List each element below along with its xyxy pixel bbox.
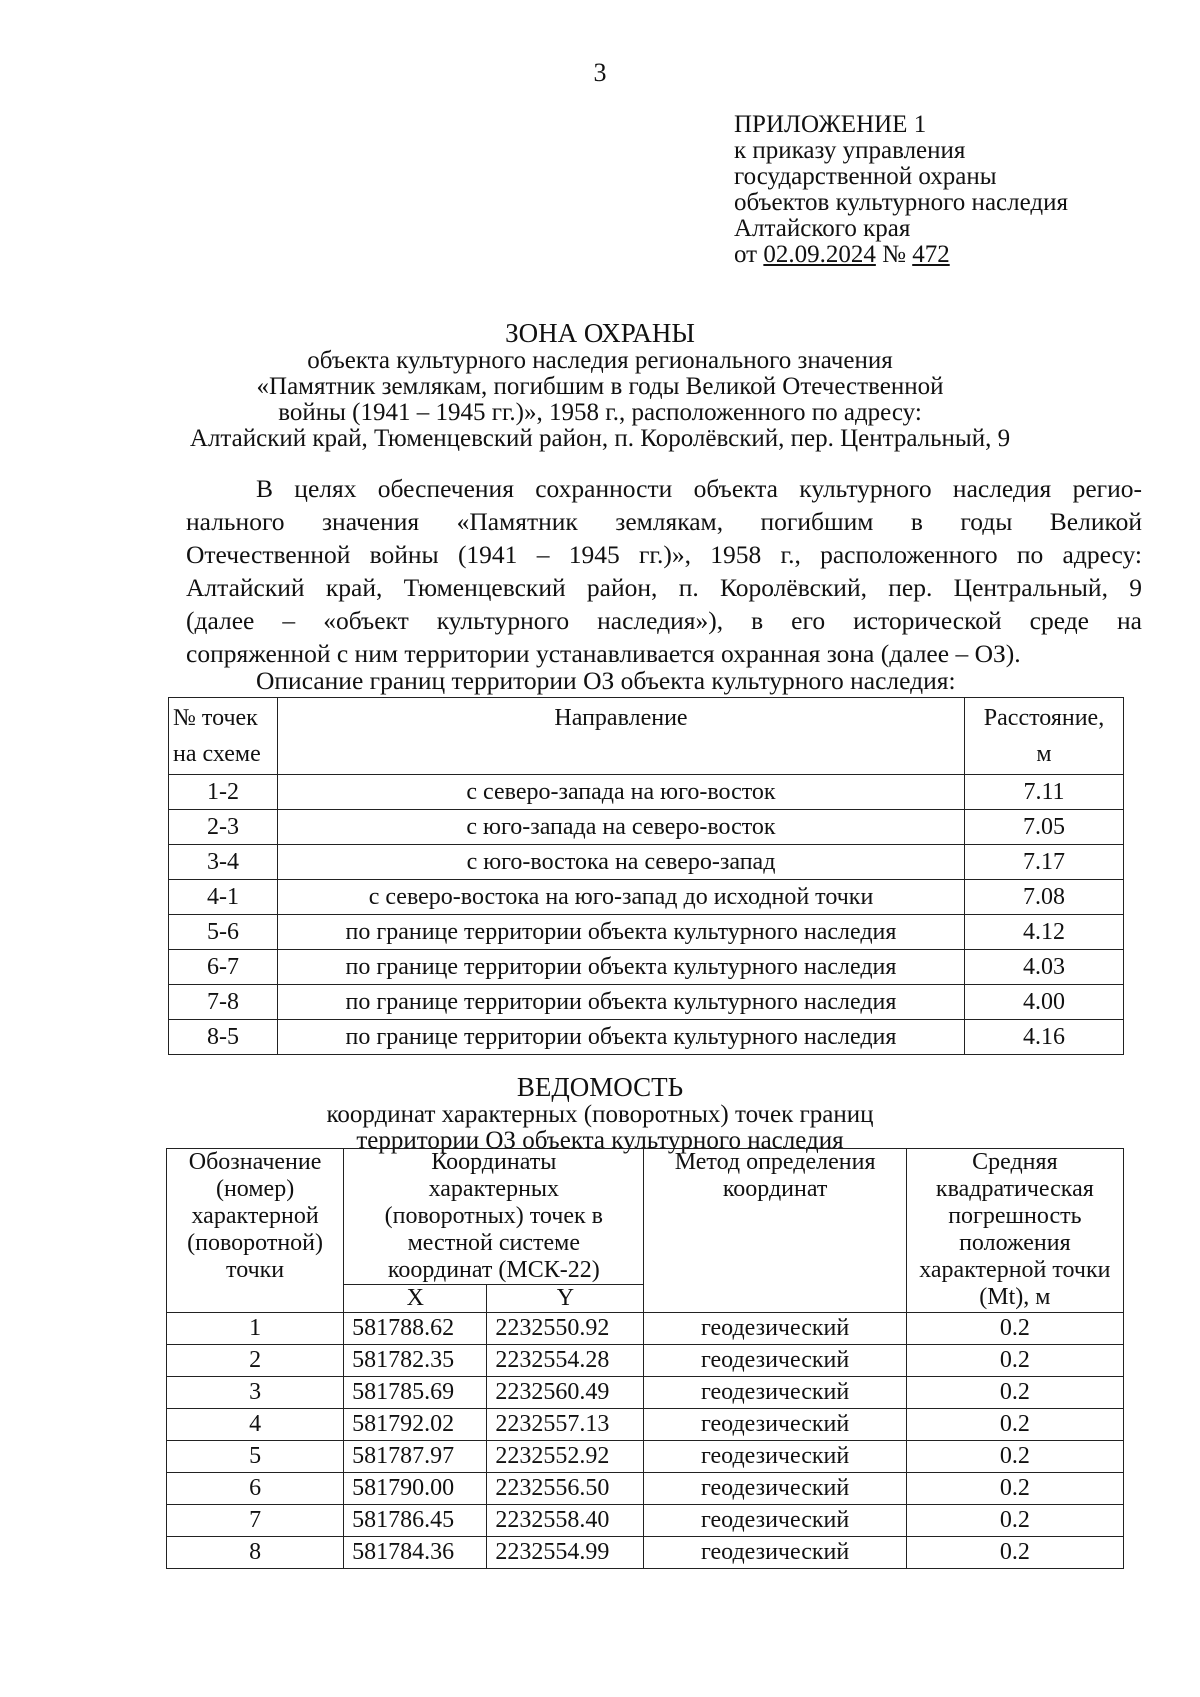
table-row xyxy=(169,985,1124,1020)
cell-point: 5 xyxy=(167,1441,344,1473)
vedomost-title: ВЕДОМОСТЬ xyxy=(516,1072,684,1102)
table-row xyxy=(169,845,1124,880)
cell-direction: по границе территории объекта культурного наследия xyxy=(278,950,965,985)
table-row xyxy=(167,1409,1124,1441)
date-prefix: от xyxy=(734,241,758,268)
body-paragraph xyxy=(186,472,1142,670)
table-row xyxy=(169,880,1124,915)
cell-points: 8-5 xyxy=(169,1020,278,1055)
cell-error: 0.2 xyxy=(906,1409,1123,1441)
cell-method: геодезический xyxy=(644,1473,906,1505)
cell-points: 5-6 xyxy=(169,915,278,950)
appendix-date-line xyxy=(734,242,1068,268)
cell-points: 6-7 xyxy=(169,950,278,985)
cell-points: 4-1 xyxy=(169,880,278,915)
cell-points: 1-2 xyxy=(169,775,278,810)
cell-y: 2232558.40 xyxy=(487,1505,644,1537)
cell-point: 8 xyxy=(167,1537,344,1569)
cell-distance: 4.00 xyxy=(965,985,1124,1020)
cell-x: 581792.02 xyxy=(344,1409,487,1441)
table-header-row xyxy=(169,698,1124,775)
cell-points: 2-3 xyxy=(169,810,278,845)
cell-x: 581784.36 xyxy=(344,1537,487,1569)
coordinates-table xyxy=(166,1148,1124,1569)
cell-y: 2232552.92 xyxy=(487,1441,644,1473)
boundary-table-caption: Описание границ территории ОЗ объекта культурного наследия: xyxy=(256,666,956,695)
cell-x: 581786.45 xyxy=(344,1505,487,1537)
cell-direction: с северо-востока на юго-запад до исходной точки xyxy=(278,880,965,915)
appendix-line: объектов культурного наследия xyxy=(734,189,1068,216)
table-row xyxy=(167,1505,1124,1537)
cell-point: 3 xyxy=(167,1377,344,1409)
cell-method: геодезический xyxy=(644,1441,906,1473)
cell-direction: с юго-востока на северо-запад xyxy=(278,845,965,880)
cell-x: 581787.97 xyxy=(344,1441,487,1473)
header-direction: Направление xyxy=(278,698,965,775)
cell-point: 2 xyxy=(167,1345,344,1377)
cell-distance: 4.12 xyxy=(965,915,1124,950)
table-row xyxy=(169,775,1124,810)
table-row xyxy=(169,1020,1124,1055)
zone-title: ЗОНА ОХРАНЫ xyxy=(505,318,695,348)
paragraph-line: Отечественной войны (1941 – 1945 гг.)», 1958 г., расположенного по адресу: xyxy=(186,540,1142,569)
zone-subtitle-line: «Памятник землякам, погибшим в годы Великой Отечественной xyxy=(256,373,944,400)
boundary-table xyxy=(168,697,1124,1055)
table-row xyxy=(169,810,1124,845)
table-row xyxy=(167,1441,1124,1473)
cell-x: 581788.62 xyxy=(344,1313,487,1345)
header-y: Y xyxy=(487,1285,644,1313)
table-row xyxy=(167,1345,1124,1377)
cell-x: 581785.69 xyxy=(344,1377,487,1409)
page-number: 3 xyxy=(593,58,607,87)
header-points: № точек на схеме xyxy=(169,698,278,775)
cell-point: 4 xyxy=(167,1409,344,1441)
cell-error: 0.2 xyxy=(906,1313,1123,1345)
cell-distance: 7.11 xyxy=(965,775,1124,810)
paragraph-line: (далее – «объект культурного наследия»), в его исторической среде на xyxy=(186,606,1142,635)
cell-point: 1 xyxy=(167,1313,344,1345)
vedomost-subtitle-line: территории ОЗ объекта культурного наследия xyxy=(356,1127,844,1154)
vedomost-heading xyxy=(0,1072,1200,1154)
table-row xyxy=(167,1537,1124,1569)
paragraph-line: нального значения «Памятник землякам, погибшим в годы Великой xyxy=(186,507,1142,536)
cell-direction: по границе территории объекта культурного наследия xyxy=(278,1020,965,1055)
cell-y: 2232554.99 xyxy=(487,1537,644,1569)
cell-point: 7 xyxy=(167,1505,344,1537)
zone-heading xyxy=(0,318,1200,452)
cell-direction: по границе территории объекта культурного наследия xyxy=(278,985,965,1020)
cell-distance: 7.05 xyxy=(965,810,1124,845)
cell-x: 581790.00 xyxy=(344,1473,487,1505)
cell-direction: с северо-запада на юго-восток xyxy=(278,775,965,810)
cell-y: 2232556.50 xyxy=(487,1473,644,1505)
cell-y: 2232560.49 xyxy=(487,1377,644,1409)
paragraph-line: В целях обеспечения сохранности объекта культурного наследия регио- xyxy=(256,474,1142,503)
table-row xyxy=(167,1313,1124,1345)
table-row xyxy=(169,950,1124,985)
cell-error: 0.2 xyxy=(906,1441,1123,1473)
cell-points: 3-4 xyxy=(169,845,278,880)
cell-direction: по границе территории объекта культурного наследия xyxy=(278,915,965,950)
cell-method: геодезический xyxy=(644,1313,906,1345)
zone-subtitle-line: войны (1941 – 1945 гг.)», 1958 г., расположенного по адресу: xyxy=(278,399,922,426)
cell-x: 581782.35 xyxy=(344,1345,487,1377)
header-error: Средняя квадратическая погрешность положения характерной точки (Mt), м xyxy=(906,1149,1123,1313)
appendix-block xyxy=(734,112,1068,268)
paragraph-line: Алтайский край, Тюменцевский район, п. Королёвский, пер. Центральный, 9 xyxy=(186,573,1142,602)
order-number: 472 xyxy=(912,241,950,268)
cell-method: геодезический xyxy=(644,1345,906,1377)
header-x: X xyxy=(344,1285,487,1313)
cell-method: геодезический xyxy=(644,1537,906,1569)
header-distance: Расстояние, м xyxy=(965,698,1124,775)
cell-y: 2232554.28 xyxy=(487,1345,644,1377)
cell-direction: с юго-запада на северо-восток xyxy=(278,810,965,845)
paragraph-line: сопряженной с ним территории устанавливается охранная зона (далее – ОЗ). xyxy=(186,639,1021,668)
cell-y: 2232550.92 xyxy=(487,1313,644,1345)
cell-points: 7-8 xyxy=(169,985,278,1020)
cell-error: 0.2 xyxy=(906,1505,1123,1537)
table-row xyxy=(167,1473,1124,1505)
number-sign: № xyxy=(882,241,906,268)
cell-y: 2232557.13 xyxy=(487,1409,644,1441)
zone-subtitle-line: объекта культурного наследия регионального значения xyxy=(307,347,893,374)
table-row xyxy=(167,1377,1124,1409)
vedomost-subtitle-line: координат характерных (поворотных) точек границ xyxy=(326,1101,874,1128)
appendix-line: государственной охраны xyxy=(734,163,997,190)
appendix-title: ПРИЛОЖЕНИЕ 1 xyxy=(734,111,927,138)
cell-error: 0.2 xyxy=(906,1537,1123,1569)
cell-distance: 4.03 xyxy=(965,950,1124,985)
cell-point: 6 xyxy=(167,1473,344,1505)
cell-distance: 4.16 xyxy=(965,1020,1124,1055)
cell-method: геодезический xyxy=(644,1409,906,1441)
zone-subtitle-line: Алтайский край, Тюменцевский район, п. Королёвский, пер. Центральный, 9 xyxy=(189,425,1011,452)
table-row xyxy=(169,915,1124,950)
cell-method: геодезический xyxy=(644,1505,906,1537)
header-coordinates: Координаты характерных (поворотных) точек в местной системе координат (МСК-22) xyxy=(344,1149,644,1285)
cell-error: 0.2 xyxy=(906,1473,1123,1505)
table-header-row xyxy=(167,1149,1124,1285)
cell-error: 0.2 xyxy=(906,1377,1123,1409)
appendix-line: к приказу управления xyxy=(734,137,966,164)
header-method: Метод определения координат xyxy=(644,1149,906,1313)
cell-method: геодезический xyxy=(644,1377,906,1409)
cell-distance: 7.08 xyxy=(965,880,1124,915)
order-date: 02.09.2024 xyxy=(763,241,876,268)
cell-error: 0.2 xyxy=(906,1345,1123,1377)
header-point-designation: Обозначение (номер) характерной (поворотной) точки xyxy=(167,1149,344,1313)
cell-distance: 7.17 xyxy=(965,845,1124,880)
appendix-line: Алтайского края xyxy=(734,215,911,242)
